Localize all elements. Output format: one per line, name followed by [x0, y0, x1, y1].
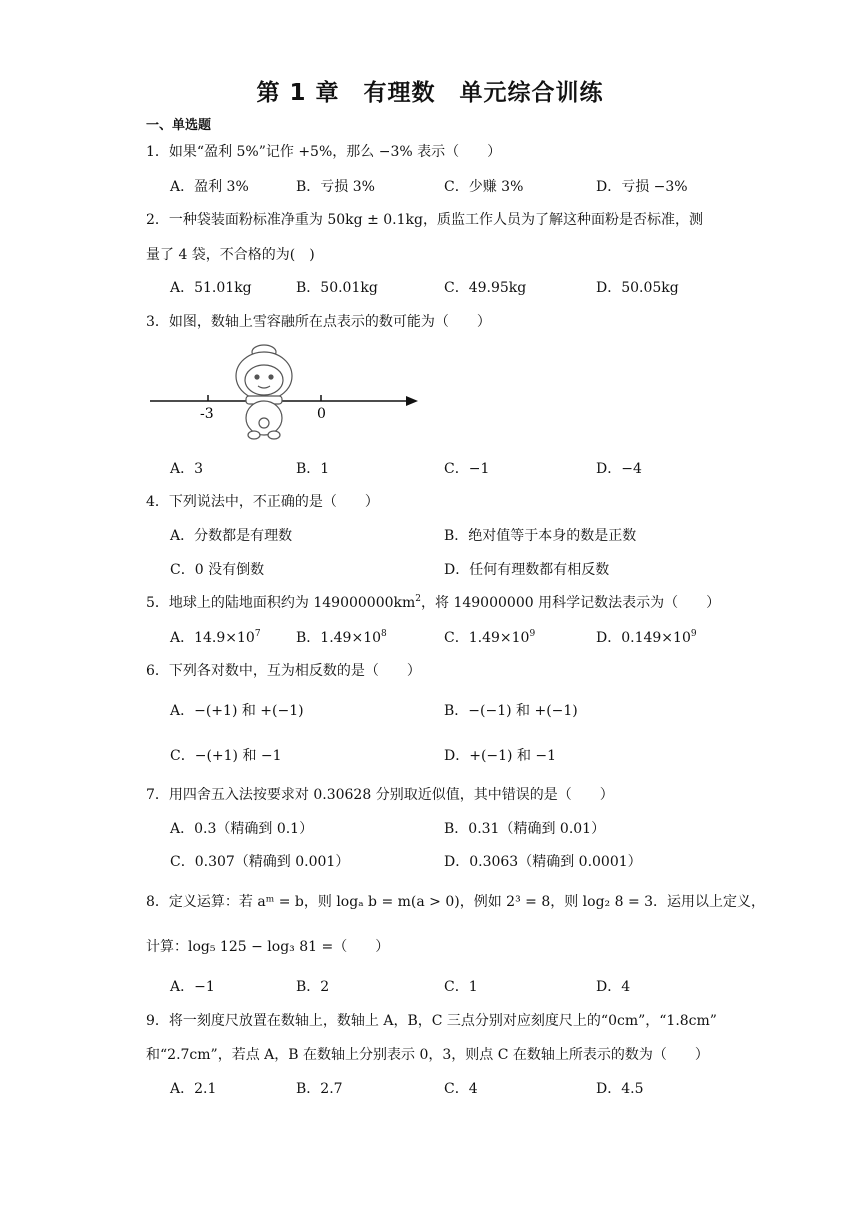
q5-option-c: C．$1.49\times 10^9$ [444, 629, 536, 646]
question-3: 3．如图，数轴上雪容融所在点表示的数可能为（ ） [146, 314, 491, 330]
question-9-line1: 9．将一刻度尺放置在数轴上，数轴上 A，B，C 三点分别对应刻度尺上的“0cm”，“1.8cm” [146, 1013, 717, 1029]
question-6: 6．下列各对数中，互为相反数的是（ ） [146, 663, 421, 679]
q8-option-d: D．4 [596, 979, 631, 995]
question-9-line2: 和“2.7cm”，若点 A，B 在数轴上分别表示 0，3，则点 C 在数轴上所表示的数为（ ） [146, 1047, 709, 1063]
q4-option-a: A．分数都是有理数 [170, 528, 293, 544]
axis-label-zero: 0 [317, 406, 326, 422]
q1-option-a: A．盈利 3% [170, 179, 249, 195]
question-5: 5．地球上的陆地面积约为 $149000000km^2$，将 149000000 用科学记数法表示为（ ） [146, 594, 721, 611]
question-8-line2: 计算：log₅ 125 − log₃ 81 =（ ） [146, 939, 390, 955]
q3-option-d: D．−4 [596, 461, 642, 477]
q7-option-b: B．0.31（精确到 0.01） [444, 821, 606, 837]
q5-option-b: B．$1.49\times 10^8$ [296, 629, 387, 646]
q6-option-d: D．+(−1) 和 −1 [444, 748, 557, 764]
question-2-line2: 量了 4 袋，不合格的为( ) [146, 247, 315, 263]
q6-option-a: A．−(+1) 和 +(−1) [170, 703, 304, 719]
q8-option-a: A．−1 [170, 979, 215, 995]
q2-option-b: B．50.01kg [296, 280, 378, 296]
q6-option-c: C．−(+1) 和 −1 [170, 748, 282, 764]
page-title: 第 1 章 有理数 单元综合训练 [256, 80, 604, 106]
q4-option-d: D．任何有理数都有相反数 [444, 562, 610, 578]
arrow-head-icon [406, 396, 418, 406]
q4-option-c: C．0 没有倒数 [170, 562, 265, 578]
q3-option-b: B．1 [296, 461, 330, 477]
q9-option-d: D．4.5 [596, 1081, 644, 1097]
q7-option-c: C．0.307（精确到 0.001） [170, 854, 350, 870]
q9-option-b: B．2.7 [296, 1081, 343, 1097]
q2-option-d: D．50.05kg [596, 280, 679, 296]
q4-option-b: B．绝对值等于本身的数是正数 [444, 528, 637, 544]
section-heading: 一、单选题 [146, 118, 212, 133]
q2-option-c: C．49.95kg [444, 280, 527, 296]
question-2-line1: 2．一种袋装面粉标准净重为 50kg ± 0.1kg，质监工作人员为了解这种面粉是否标准，测 [146, 212, 703, 228]
mascot-icon [236, 345, 292, 439]
q1-option-b: B．亏损 3% [296, 179, 375, 195]
q6-option-b: B．−(−1) 和 +(−1) [444, 703, 578, 719]
question-4: 4．下列说法中，不正确的是（ ） [146, 494, 379, 510]
number-line-figure [140, 340, 430, 450]
q2-option-a: A．51.01kg [170, 280, 252, 296]
q5-option-a: A．$14.9\times 10^7$ [170, 629, 261, 646]
q3-option-c: C．−1 [444, 461, 490, 477]
question-8-line1: 8．定义运算：若 aᵐ = b，则 logₐ b = m(a > 0)，例如 2³ = 8，则 log₂ 8 = 3．运用以上定义， [146, 894, 766, 910]
q1-option-c: C．少赚 3% [444, 179, 524, 195]
q1-option-d: D．亏损 −3% [596, 179, 688, 195]
q8-option-c: C．1 [444, 979, 478, 995]
q7-option-a: A．0.3（精确到 0.1） [170, 821, 314, 837]
axis-label-minus3: -3 [200, 406, 214, 422]
q8-option-b: B．2 [296, 979, 330, 995]
q7-option-d: D．0.3063（精确到 0.0001） [444, 854, 642, 870]
q9-option-a: A．2.1 [170, 1081, 217, 1097]
question-1: 1．如果“盈利 5%”记作 +5%，那么 −3% 表示（ ） [146, 144, 502, 160]
q3-option-a: A．3 [170, 461, 204, 477]
q9-option-c: C．4 [444, 1081, 478, 1097]
q5-option-d: D．$0.149\times 10^9$ [596, 629, 697, 646]
question-7: 7．用四舍五入法按要求对 0.30628 分别取近似值，其中错误的是（ ） [146, 787, 614, 803]
